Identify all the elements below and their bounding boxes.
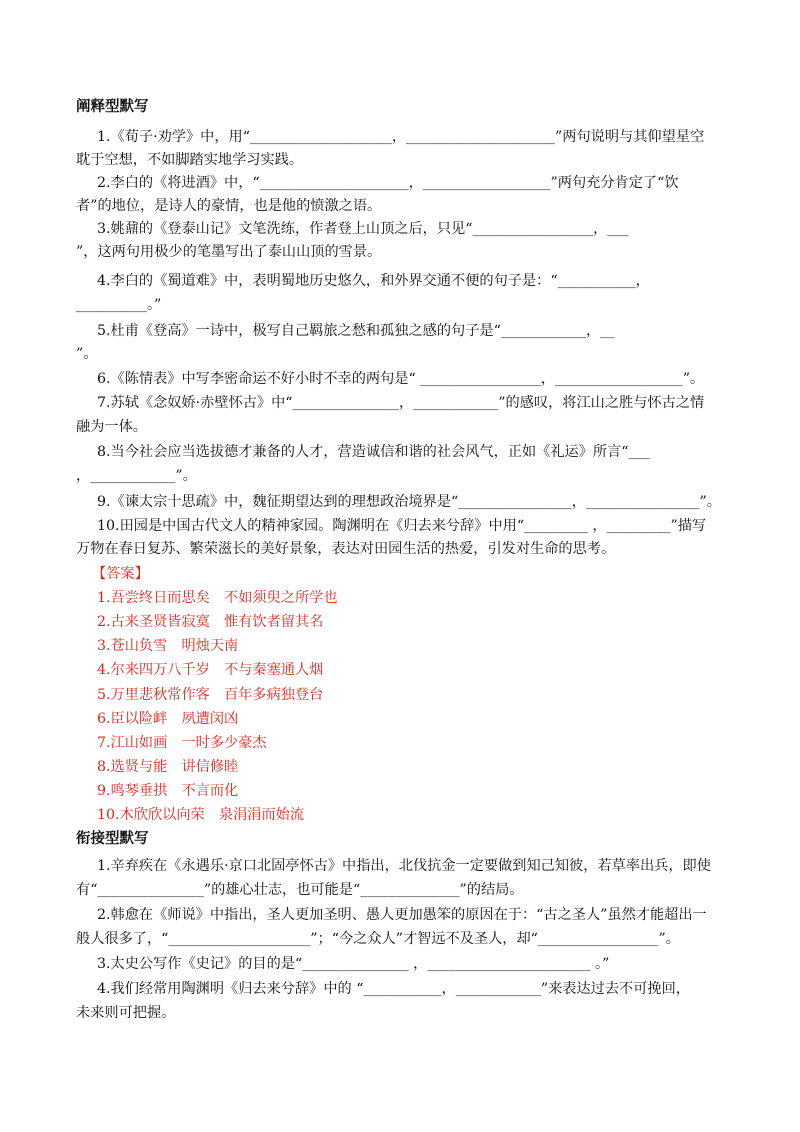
section-heading-interpretive: 阐释型默写 — [76, 99, 149, 115]
question-line: 4.我们经常用陶渊明《归去来兮辞》中的 “___________，____________”来表达过去不可挽回， — [97, 981, 690, 997]
question-line: 5.杜甫《登高》一诗中，极写自己羁旅之愁和孤独之感的句子是“____________，__ — [97, 323, 615, 339]
question-line: 2.韩愈在《师说》中指出，圣人更加圣明、愚人更加愚笨的原因在于：“古之圣人”虽然才能超出一 — [97, 907, 707, 923]
question-line: ”。 — [76, 346, 98, 362]
answer-line: 4.尔来四万八千岁 不与秦塞通人烟 — [97, 662, 324, 678]
answer-line: 8.选贤与能 讲信修睦 — [97, 759, 239, 775]
question-line: 6.《陈情表》中写李密命运不好小时不幸的两句是“ _________________，__________________”。 — [97, 371, 705, 387]
question-line: ，____________”。 — [76, 468, 197, 484]
section-heading-connective: 衔接型默写 — [76, 831, 149, 847]
answer-line: 10.木欣欣以向荣 泉涓涓而始流 — [97, 807, 305, 823]
question-line: 3.姚鼐的《登泰山记》文笔洗练，作者登上山顶之后，只见“_________________，___ — [97, 221, 629, 237]
question-line: __________。” — [76, 297, 162, 313]
question-line: 10.田园是中国古代文人的精神家园。陶渊明在《归去来兮辞》中用“_________ ，_________”描写 — [97, 518, 707, 534]
question-line: 般人很多了，“____________________”；“今之众人”才智远不及圣人，却“_________________”。 — [76, 931, 680, 947]
question-line: 1.《荀子·劝学》中，用“____________________，_____________________”两句说明与其仰望星空 — [97, 129, 705, 145]
answer-line: 3.苍山负雪 明烛天南 — [97, 638, 239, 654]
question-line: 融为一体。 — [76, 419, 147, 435]
question-line: 万物在春日复苏、繁荣滋长的美好景象，表达对田园生活的热爱，引发对生命的思考。 — [76, 541, 616, 557]
answer-line: 7.江山如画 一时多少豪杰 — [97, 735, 267, 751]
answer-line: 9.鸣琴垂拱 不言而化 — [97, 783, 239, 799]
answer-line: 1.吾尝终日而思矣 不如须臾之所学也 — [97, 590, 338, 606]
answer-line: 5.万里悲秋常作客 百年多病独登台 — [97, 687, 324, 703]
question-line: 耽于空想，不如脚踏实地学习实践。 — [76, 152, 304, 168]
question-line: 4.李白的《蜀道难》中，表明蜀地历史悠久，和外界交通不便的句子是：“___________， — [97, 273, 650, 289]
question-line: 3.太史公写作《史记》的目的是“_______________ ，_______________________ 。” — [97, 956, 610, 972]
answer-line: 2.古来圣贤皆寂寞 惟有饮者留其名 — [97, 614, 324, 630]
question-line: 7.苏轼《念奴娇·赤壁怀古》中“_______________，____________”的感叹，将江山之胜与怀古之情 — [97, 395, 705, 411]
answer-line: 6.臣以险衅 夙遭闵凶 — [97, 711, 239, 727]
question-line: 8.当今社会应当选拔德才兼备的人才，营造诚信和谐的社会风气，正如《礼运》所言“___ — [97, 444, 650, 460]
question-line: 2.李白的《将进酒》中，“_____________________，__________________”两句充分肯定了“饮 — [97, 175, 679, 191]
question-line: 9.《谏太宗十思疏》中，魏征期望达到的理想政治境界是“________________，________________”。 — [97, 494, 721, 510]
question-line: ”，这两句用极少的笔墨写出了泰山山顶的雪景。 — [76, 244, 382, 260]
question-line: 1.辛弃疾在《永遇乐·京口北固亭怀古》中指出，北伐抗金一定要做到知己知彼，若草率出兵，即使 — [97, 858, 711, 874]
question-line: 未来则可把握。 — [76, 1005, 176, 1021]
question-line: 者”的地位，是诗人的豪情，也是他的愤激之语。 — [76, 198, 382, 214]
answer-tag: 【答案】 — [92, 566, 149, 582]
question-line: 有“_______________”的雄心壮志，也可能是“______________”的结局。 — [76, 882, 524, 898]
